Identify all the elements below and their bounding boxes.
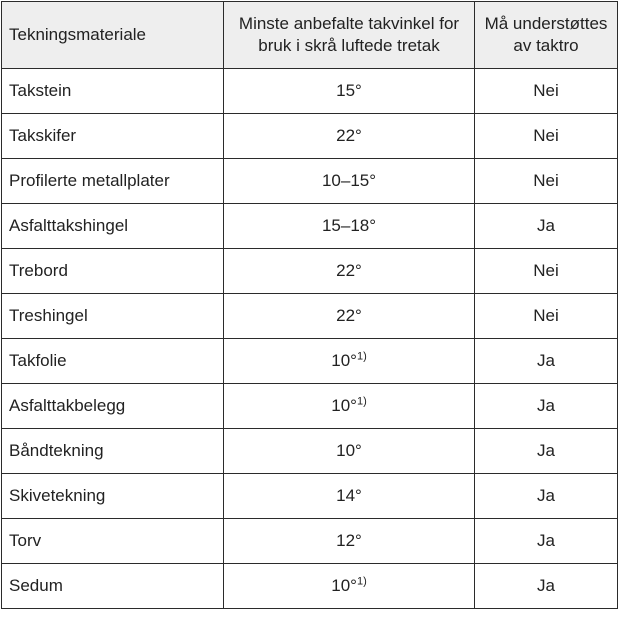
angle-value: 10–15° bbox=[321, 171, 377, 190]
footnote-marker: 1) bbox=[356, 350, 367, 363]
angle-value: 15° bbox=[336, 81, 362, 100]
support-cell: Ja bbox=[475, 429, 618, 474]
angle-cell bbox=[224, 564, 475, 609]
table-row bbox=[2, 159, 618, 204]
material-cell: Asfalttakbelegg bbox=[2, 384, 224, 429]
material-cell: Trebord bbox=[2, 249, 224, 294]
material-cell: Sedum bbox=[2, 564, 224, 609]
support-cell: Nei bbox=[475, 249, 618, 294]
material-cell: Takskifer bbox=[2, 114, 224, 159]
footnote-marker: 1) bbox=[356, 575, 367, 588]
angle-value: 10° bbox=[331, 396, 357, 415]
angle-value: 22° bbox=[336, 261, 362, 280]
angle-cell bbox=[224, 204, 475, 249]
table-row bbox=[2, 474, 618, 519]
angle-cell bbox=[224, 294, 475, 339]
angle-cell bbox=[224, 519, 475, 564]
table-row bbox=[2, 114, 618, 159]
material-cell: Asfalttakshingel bbox=[2, 204, 224, 249]
table-row bbox=[2, 69, 618, 114]
support-cell: Nei bbox=[475, 159, 618, 204]
angle-value: 22° bbox=[336, 126, 362, 145]
header-row bbox=[2, 2, 618, 69]
support-cell: Nei bbox=[475, 114, 618, 159]
material-cell: Profilerte metallplater bbox=[2, 159, 224, 204]
header-angle: Minste anbefalte takvinkel for bruk i skrå luftede tretak bbox=[224, 2, 475, 69]
material-cell: Takfolie bbox=[2, 339, 224, 384]
angle-value: 10° bbox=[331, 576, 357, 595]
angle-cell bbox=[224, 159, 475, 204]
angle-value: 15–18° bbox=[321, 216, 377, 235]
footnote-marker: 1) bbox=[356, 395, 367, 408]
angle-cell bbox=[224, 114, 475, 159]
table-row bbox=[2, 384, 618, 429]
table-row bbox=[2, 339, 618, 384]
table-header bbox=[2, 2, 618, 69]
angle-value: 22° bbox=[336, 306, 362, 325]
table-row bbox=[2, 564, 618, 609]
header-material: Tekningsmateriale bbox=[2, 2, 224, 69]
support-cell: Ja bbox=[475, 519, 618, 564]
material-cell: Skivetekning bbox=[2, 474, 224, 519]
angle-cell bbox=[224, 249, 475, 294]
material-cell: Båndtekning bbox=[2, 429, 224, 474]
support-cell: Ja bbox=[475, 339, 618, 384]
angle-cell bbox=[224, 384, 475, 429]
angle-cell bbox=[224, 69, 475, 114]
material-cell: Treshingel bbox=[2, 294, 224, 339]
material-cell: Takstein bbox=[2, 69, 224, 114]
header-support: Må understøttes av taktro bbox=[475, 2, 618, 69]
support-cell: Ja bbox=[475, 564, 618, 609]
support-cell: Nei bbox=[475, 294, 618, 339]
table-body bbox=[2, 69, 618, 609]
table-row bbox=[2, 204, 618, 249]
table-row bbox=[2, 249, 618, 294]
angle-value: 12° bbox=[336, 531, 362, 550]
table-row bbox=[2, 519, 618, 564]
table-row bbox=[2, 294, 618, 339]
angle-cell bbox=[224, 429, 475, 474]
material-cell: Torv bbox=[2, 519, 224, 564]
angle-value: 10° bbox=[336, 441, 362, 460]
support-cell: Nei bbox=[475, 69, 618, 114]
angle-value: 14° bbox=[336, 486, 362, 505]
support-cell: Ja bbox=[475, 384, 618, 429]
angle-cell bbox=[224, 339, 475, 384]
angle-cell bbox=[224, 474, 475, 519]
table-row bbox=[2, 429, 618, 474]
roofing-table bbox=[1, 1, 618, 609]
support-cell: Ja bbox=[475, 474, 618, 519]
support-cell: Ja bbox=[475, 204, 618, 249]
angle-value: 10° bbox=[331, 351, 357, 370]
